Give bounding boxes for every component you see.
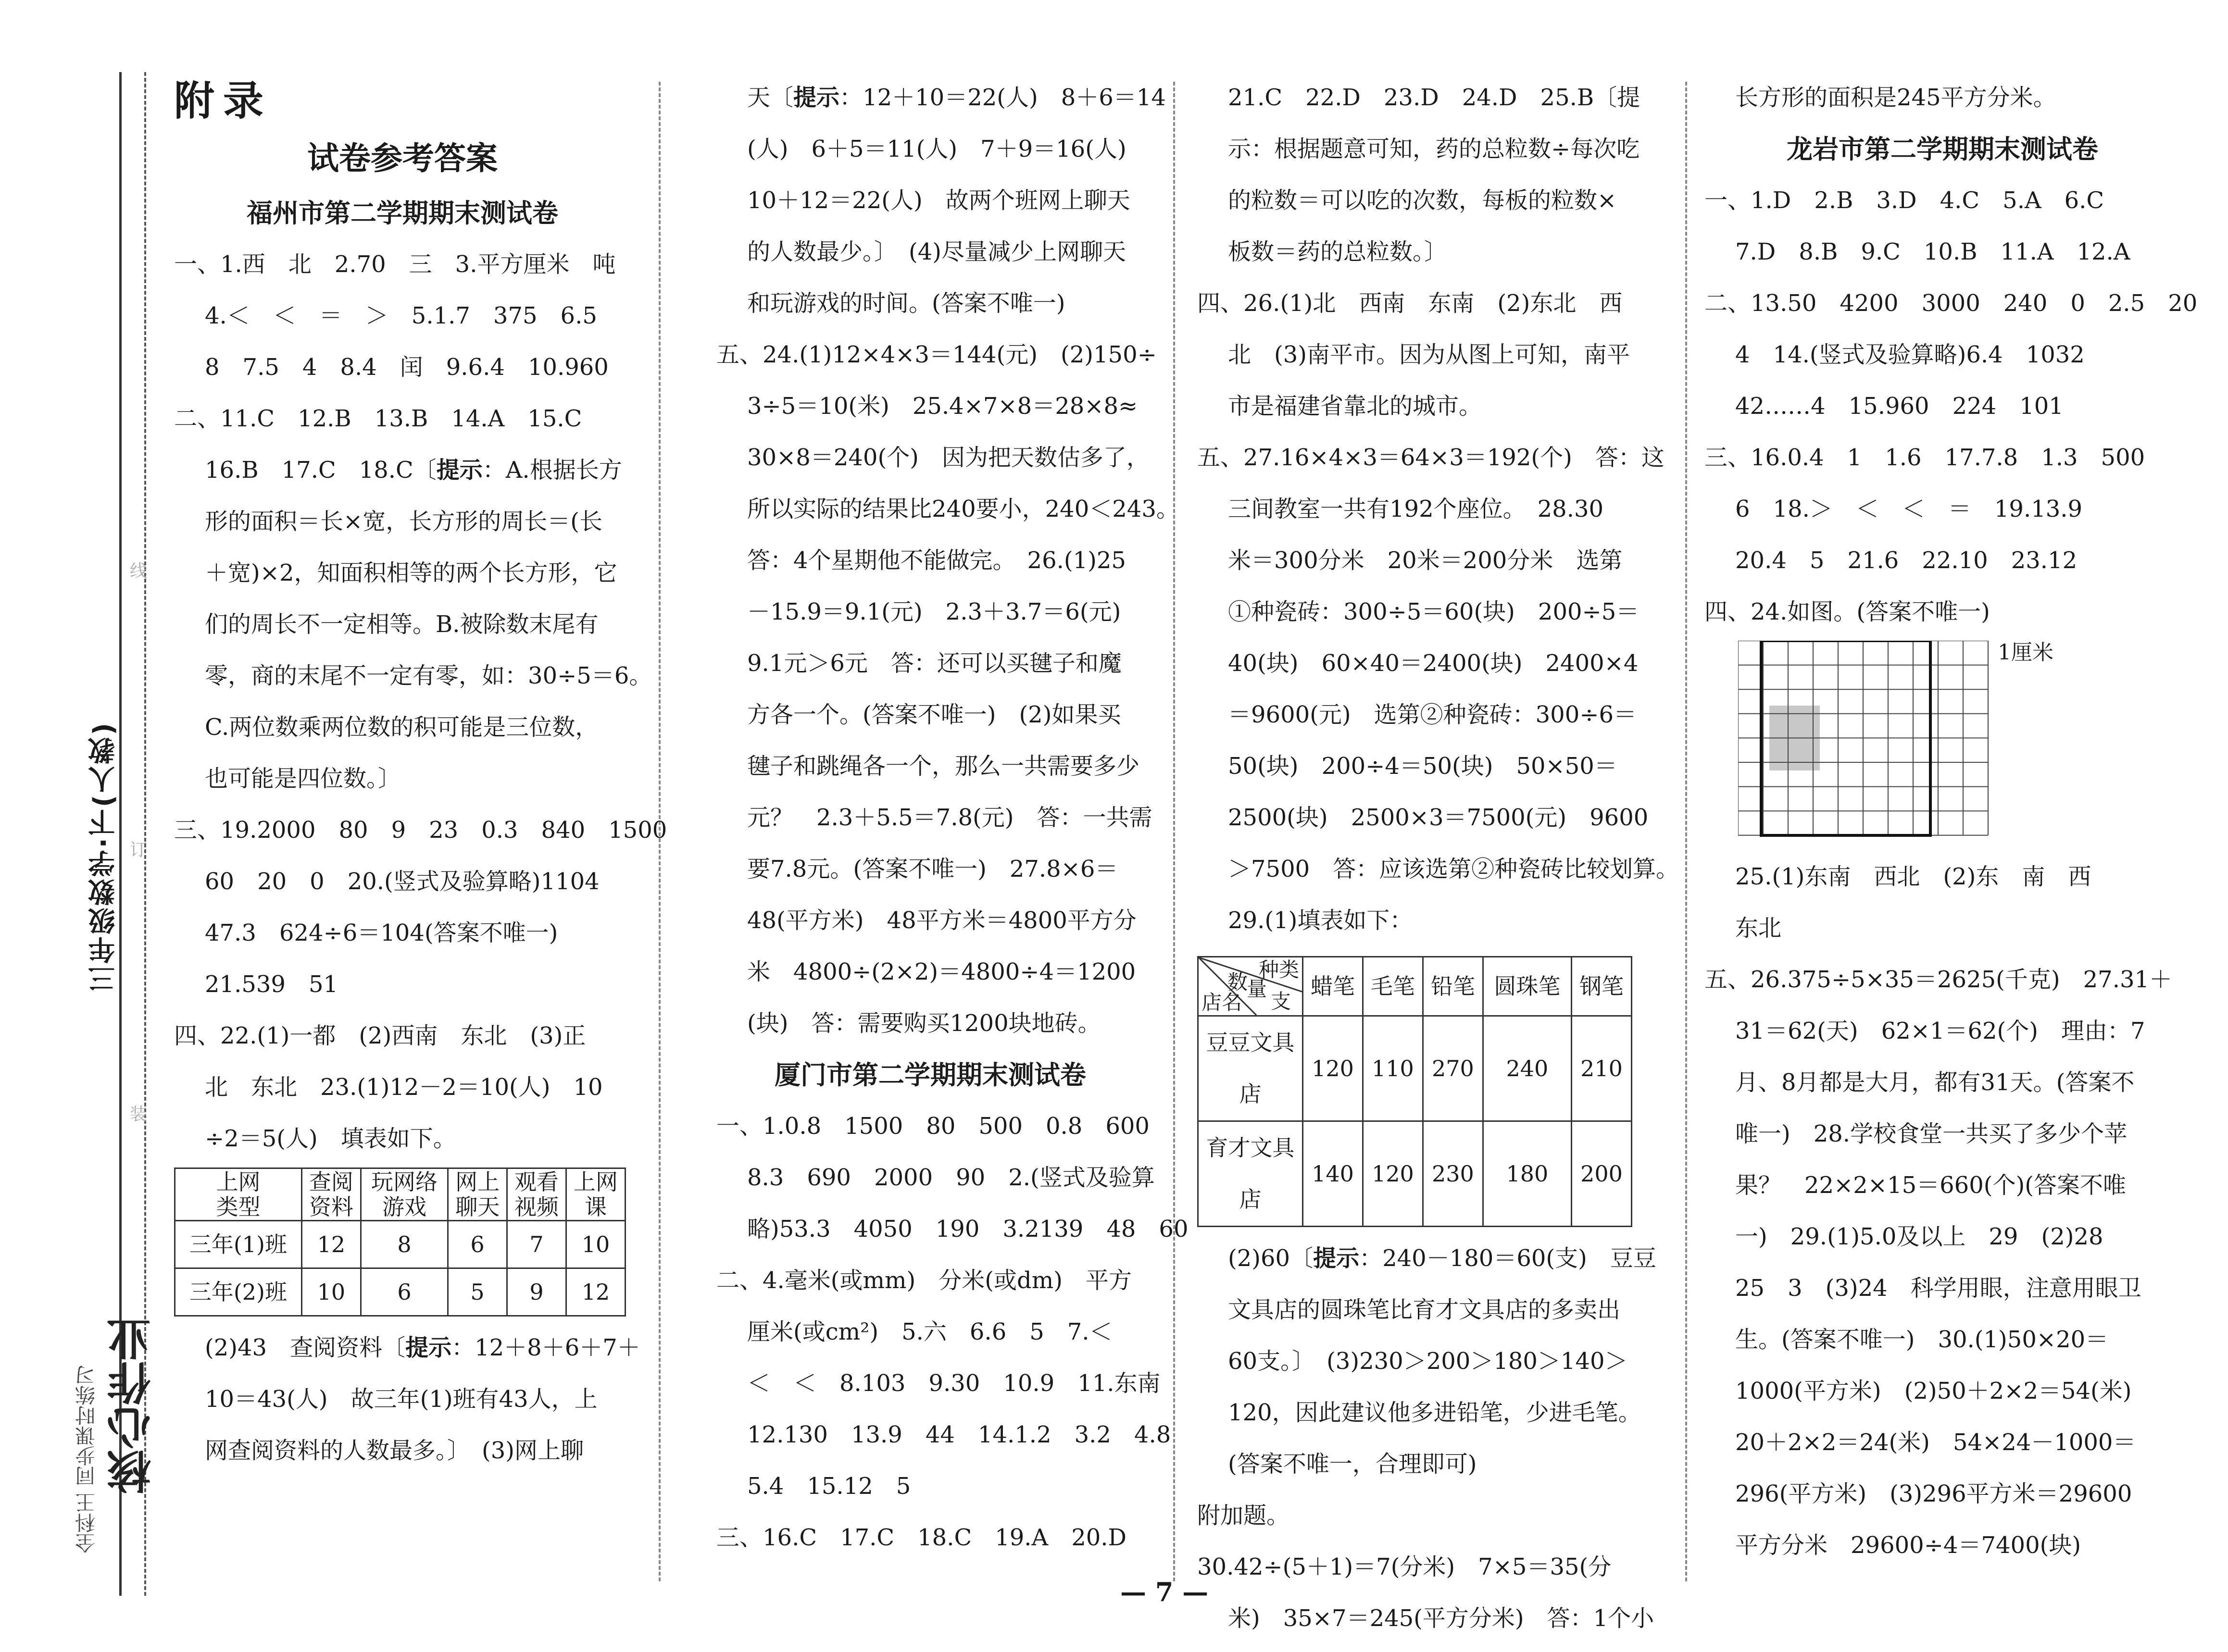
answer-block xyxy=(1704,851,2180,1571)
answer-line: 所以实际的结果比240要小，240＜243。 xyxy=(747,496,1179,522)
answer-line: 二、4.毫米(或mm) 分米(或dm) 平方 xyxy=(716,1267,1132,1294)
answer-line: 北 东北 23.(1)12－2＝10(人) 10 xyxy=(205,1074,603,1101)
survey-table xyxy=(174,1168,626,1317)
table-cell: 210 xyxy=(1572,1016,1632,1121)
table-cell: 7 xyxy=(507,1221,566,1268)
square-grid-figure xyxy=(1704,641,2180,847)
answer-line: 30×8＝240(个) 因为把天数估多了， xyxy=(747,444,1150,471)
answer-line: 方各一个。(答案不唯一) (2)如果买 xyxy=(747,701,1121,728)
answer-line: 25.(1)东南 西北 (2)东 南 西 xyxy=(1735,863,2091,890)
table-header-cell: 钢笔 xyxy=(1572,957,1632,1016)
answer-line: 月、8月都是大月，都有31天。(答案不 xyxy=(1735,1069,2135,1096)
answer-line: 天〔提示：12＋10＝22(人) 8＋6＝14 xyxy=(747,84,1166,111)
answer-line: ①种瓷砖：300÷5＝60(块) 200÷5＝ xyxy=(1228,598,1640,625)
answer-line: 296(平方米) (3)296平方米＝29600 xyxy=(1735,1480,2132,1507)
corner-label: 支 xyxy=(1271,990,1291,1013)
answer-line: 网查阅资料的人数最多。〕 (3)网上聊 xyxy=(205,1437,584,1464)
column-4 xyxy=(1704,72,2198,1571)
answer-line: ＋宽)×2，知面积相等的两个长方形，它 xyxy=(205,559,617,586)
table-cell: 240 xyxy=(1483,1016,1571,1121)
appendix-heading: 附录 xyxy=(174,77,273,124)
table-header-cell: 玩网络 游戏 xyxy=(361,1168,448,1221)
table-cell: 120 xyxy=(1363,1121,1423,1227)
answer-line: 唯一) 28.学校食堂一共买了多少个苹 xyxy=(1735,1120,2128,1147)
table-header-cell: 上网 课 xyxy=(566,1168,626,1221)
column-1 xyxy=(174,72,667,1477)
answer-line: (答案不唯一，合理即可) xyxy=(1228,1451,1477,1478)
answer-line: 1000(平方米) (2)50＋2×2＝54(米) xyxy=(1735,1378,2132,1404)
table-cell: 110 xyxy=(1363,1016,1423,1121)
table-row xyxy=(1198,1016,1632,1121)
answer-block xyxy=(716,72,1179,1049)
answer-line: 50(块) 200÷4＝50(块) 50×50＝ xyxy=(1228,753,1617,780)
table-cell: 9 xyxy=(507,1268,566,1316)
corner-label: 数 xyxy=(1227,970,1248,994)
table-header-cell: 蜡笔 xyxy=(1303,957,1363,1016)
column-2 xyxy=(716,72,1189,1564)
answer-line: 21.539 51 xyxy=(205,971,338,998)
answer-line: 一、1.西 北 2.70 三 3.平方厘米 吨 xyxy=(174,251,616,278)
answer-line: 12.130 13.9 44 14.1.2 3.2 4.8 xyxy=(747,1421,1171,1448)
table-row xyxy=(175,1268,626,1316)
table-cell: 12 xyxy=(566,1268,626,1316)
table-header-cell: 毛笔 xyxy=(1363,957,1423,1016)
answer-line: 6 18.＞ ＜ ＜ ＝ 19.13.9 xyxy=(1735,496,2083,522)
answer-line: (块) 答：需要购买1200块地砖。 xyxy=(747,1010,1101,1037)
answer-line: 米＝300分米 20米＝200分米 选第 xyxy=(1228,547,1623,574)
answer-line: 们的周长不一定相等。B.被除数末尾有 xyxy=(205,611,599,638)
section-title: 龙岩市第二学期期末测试卷 xyxy=(1787,134,2098,164)
answer-line: 四、24.如图。(答案不唯一) xyxy=(1704,598,1990,625)
answer-line: 和玩游戏的时间。(答案不唯一) xyxy=(747,290,1065,317)
table-cell: 5 xyxy=(448,1268,507,1316)
table-cell: 8 xyxy=(361,1221,448,1268)
answer-line: 生。(答案不唯一) 30.(1)50×20＝ xyxy=(1735,1326,2109,1353)
answer-line: 答：4个星期他不能做完。 26.(1)25 xyxy=(747,547,1126,574)
answer-line: 21.C 22.D 23.D 24.D 25.B〔提 xyxy=(1228,84,1640,111)
answer-line: (2)43 查阅资料〔提示：12＋8＋6＋7＋ xyxy=(205,1334,640,1361)
answer-line: (2)60〔提示：240－180＝60(支) 豆豆 xyxy=(1228,1245,1656,1272)
cut-mark: 装 xyxy=(130,1105,148,1124)
answer-line: 市是福建省靠北的城市。 xyxy=(1228,393,1482,420)
column-separator xyxy=(1685,82,1687,1581)
table-cell: 140 xyxy=(1303,1121,1363,1227)
table-cell: 200 xyxy=(1572,1121,1632,1227)
answer-line: 毽子和跳绳各一个，那么一共需要多少 xyxy=(747,753,1140,780)
grade-label: 三年级数学·下(人教) xyxy=(88,721,119,993)
page-title: 试卷参考答案 xyxy=(307,140,498,177)
answer-line: 形的面积＝长×宽，长方形的周长＝(长 xyxy=(205,508,602,535)
table-cell: 270 xyxy=(1423,1016,1483,1121)
answer-line: 3÷5＝10(米) 25.4×7×8＝28×8≈ xyxy=(747,393,1138,420)
answer-line: 20.4 5 21.6 22.10 23.12 xyxy=(1735,547,2078,574)
grid-svg xyxy=(1738,641,2007,847)
answer-line: 五、27.16×4×3＝64×3＝192(个) 答：这 xyxy=(1197,444,1665,471)
answer-line: 厘米(或cm²) 5.六 6.6 5 7.＜ xyxy=(747,1318,1113,1345)
answer-line: ＝9600(元) 选第②种瓷砖：300÷6＝ xyxy=(1228,701,1637,728)
answer-line: 40(块) 60×40＝2400(块) 2400×4 xyxy=(1228,650,1639,677)
table-cell: 120 xyxy=(1303,1016,1363,1121)
table-cell: 育才文具店 xyxy=(1198,1121,1303,1227)
table-header-cell: 观看 视频 xyxy=(507,1168,566,1221)
answer-line: ＞7500 答：应该选第②种瓷砖比较划算。 xyxy=(1228,856,1679,882)
table-cell: 12 xyxy=(301,1221,361,1268)
answer-line: 三、19.2000 80 9 23 0.3 840 1500 xyxy=(174,817,667,844)
answer-line: 米 4800÷(2×2)＝4800÷4＝1200 xyxy=(747,958,1136,985)
table-row xyxy=(1198,1121,1632,1227)
answer-line: 60支。〕 (3)230＞200＞180＞140＞ xyxy=(1228,1348,1628,1375)
table-header-cell: 上网 类型 xyxy=(175,1168,302,1221)
answer-block xyxy=(174,1322,640,1477)
answer-line: 10＝43(人) 故三年(1)班有43人，上 xyxy=(205,1386,598,1413)
hint-marker: 提示 xyxy=(1313,1245,1360,1272)
cut-mark: 线 xyxy=(130,561,148,581)
answer-line: 2500(块) 2500×3＝7500(元) 9600 xyxy=(1228,804,1649,831)
answer-line: 的粒数＝可以吃的次数，每板的粒数× xyxy=(1228,187,1617,214)
table-header-row xyxy=(175,1168,626,1221)
answer-line: －15.9＝9.1(元) 2.3＋3.7＝6(元) xyxy=(747,598,1121,625)
hint-marker: 提示 xyxy=(436,457,483,484)
cut-mark: 订 xyxy=(130,840,148,860)
table-header-row xyxy=(1198,957,1632,1016)
answer-line: 三、16.0.4 1 1.6 17.7.8 1.3 500 xyxy=(1704,444,2145,471)
corner-label: 种类 xyxy=(1258,958,1299,981)
answer-line: 10＋12＝22(人) 故两个班网上聊天 xyxy=(747,187,1130,214)
answer-line: 也可能是四位数。〕 xyxy=(205,765,401,792)
answer-block xyxy=(716,1101,1189,1564)
answer-line: ÷2＝5(人) 填表如下。 xyxy=(205,1125,456,1152)
table-header-cell: 网上 聊天 xyxy=(448,1168,507,1221)
answer-line: 略)53.3 4050 190 3.2139 48 60 xyxy=(747,1216,1189,1242)
answer-line: 7.D 8.B 9.C 10.B 11.A 12.A xyxy=(1735,238,2130,265)
answer-line: 零，商的末尾不一定有零，如：30÷5＝6。 xyxy=(205,662,652,689)
table-cell: 三年(2)班 xyxy=(175,1268,302,1316)
corner-label: 量 xyxy=(1247,977,1267,1001)
table-cell: 230 xyxy=(1423,1121,1483,1227)
answer-block xyxy=(1704,72,2180,124)
answer-line: 8 7.5 4 8.4 闰 9.6.4 10.960 xyxy=(205,354,609,381)
answer-line: 一) 29.(1)5.0及以上 29 (2)28 xyxy=(1735,1223,2103,1250)
column-separator xyxy=(1173,82,1175,1581)
table-cell: 10 xyxy=(566,1221,626,1268)
hint-marker: 提示 xyxy=(793,84,840,111)
answer-line: 16.B 17.C 18.C〔提示：A.根据长方 xyxy=(205,457,622,484)
answer-block xyxy=(1197,1233,1664,1644)
answer-line: 二、13.50 4200 3000 240 0 2.5 20 xyxy=(1704,290,2198,317)
answer-line: 60 20 0 20.(竖式及验算略)1104 xyxy=(205,868,600,895)
answer-line: 三、16.C 17.C 18.C 19.A 20.D xyxy=(716,1524,1127,1551)
answer-line: 120，因此建议他多进铅笔，少进毛笔。 xyxy=(1228,1399,1641,1426)
answer-line: 五、26.375÷5×35＝2625(千克) 27.31＋ xyxy=(1704,966,2173,993)
answer-line: 长方形的面积是245平方分米。 xyxy=(1735,84,2056,111)
hint-marker: 提示 xyxy=(405,1334,452,1361)
answer-line: 附加题。 xyxy=(1197,1502,1290,1529)
table-cell: 180 xyxy=(1483,1121,1571,1227)
section-title: 福州市第二学期期末测试卷 xyxy=(247,198,558,228)
page-number: — 7 — xyxy=(1120,1577,1209,1607)
answer-line: 四、26.(1)北 西南 东南 (2)东北 西 xyxy=(1197,290,1623,317)
answer-line: 文具店的圆珠笔比育才文具店的多卖出 xyxy=(1228,1296,1621,1323)
answer-line: 30.42÷(5＋1)＝7(分米) 7×5＝35(分 xyxy=(1197,1553,1612,1580)
answer-line: 三间教室一共有192个座位。 28.30 xyxy=(1228,496,1604,522)
answer-line: 48(平方米) 48平方米＝4800平方分 xyxy=(747,907,1137,934)
table-cell: 6 xyxy=(361,1268,448,1316)
answer-line: 二、11.C 12.B 13.B 14.A 15.C xyxy=(174,405,582,432)
brand-main: 核心作业 xyxy=(107,1317,158,1494)
stationery-table xyxy=(1197,956,1632,1227)
answer-block xyxy=(1704,175,2198,638)
answer-line: 要7.8元。(答案不唯一) 27.8×6＝ xyxy=(747,856,1118,882)
answer-line: C.两位数乘两位数的积可能是三位数， xyxy=(205,714,599,741)
answer-line: 示：根据题意可知，药的总粒数÷每次吃 xyxy=(1228,136,1640,162)
answer-line: 8.3 690 2000 90 2.(竖式及验算 xyxy=(747,1164,1155,1191)
grid-scale-label: 1厘米 xyxy=(1998,640,2053,665)
answer-line: 20＋2×2＝24(米) 54×24－1000＝ xyxy=(1735,1429,2136,1456)
answer-line: 4 14.(竖式及验算略)6.4 1032 xyxy=(1735,341,2085,368)
answer-line: 9.1元＞6元 答：还可以买毽子和魔 xyxy=(747,650,1122,677)
answer-line: 47.3 624÷6＝104(答案不唯一) xyxy=(205,919,558,946)
answer-line: 东北 xyxy=(1735,915,1782,942)
answer-line: 果？ 22×2×15＝660(个)(答案不唯 xyxy=(1735,1172,2126,1199)
answer-line: 的人数最少。〕 (4)尽量减少上网聊天 xyxy=(747,238,1126,265)
table-row xyxy=(175,1221,626,1268)
section-title: 厦门市第二学期期末测试卷 xyxy=(775,1060,1086,1090)
diagonal-header-cell xyxy=(1198,957,1303,1016)
brand-sub: 全科王 同步课时练习 xyxy=(75,1365,98,1553)
table-cell: 三年(1)班 xyxy=(175,1221,302,1268)
answer-line: 42……4 15.960 224 101 xyxy=(1735,393,2064,420)
answer-line: 五、24.(1)12×4×3＝144(元) (2)150÷ xyxy=(716,341,1157,368)
table-cell: 豆豆文具店 xyxy=(1198,1016,1303,1121)
column-3 xyxy=(1197,72,1679,1644)
table-cell: 10 xyxy=(301,1268,361,1316)
answer-line: 一、1.D 2.B 3.D 4.C 5.A 6.C xyxy=(1704,187,2104,214)
answer-block xyxy=(1197,72,1679,946)
answer-line: 米) 35×7＝245(平方分米) 答：1个小 xyxy=(1228,1605,1654,1632)
answer-line: ＜ ＜ 8.103 9.30 10.9 11.东南 xyxy=(747,1370,1161,1397)
corner-label: 店名 xyxy=(1202,991,1242,1014)
answer-line: 北 (3)南平市。因为从图上可知，南平 xyxy=(1228,341,1630,368)
table-header-cell: 铅笔 xyxy=(1423,957,1483,1016)
answer-line: 四、22.(1)一都 (2)西南 东北 (3)正 xyxy=(174,1022,586,1049)
answer-line: 一、1.0.8 1500 80 500 0.8 600 xyxy=(716,1113,1150,1140)
answer-line: 25 3 (3)24 科学用眼，注意用眼卫 xyxy=(1735,1275,2141,1302)
table-cell: 6 xyxy=(448,1221,507,1268)
answer-line: 板数＝药的总粒数。〕 xyxy=(1228,238,1448,265)
table-header-cell: 圆珠笔 xyxy=(1483,957,1571,1016)
table-header-cell: 查阅 资料 xyxy=(301,1168,361,1221)
answer-line: 4.＜ ＜ ＝ ＞ 5.1.7 375 6.5 xyxy=(205,302,597,329)
answer-line: 29.(1)填表如下： xyxy=(1228,907,1413,934)
answer-line: 元？ 2.3＋5.5＝7.8(元) 答：一共需 xyxy=(747,804,1152,831)
answer-block xyxy=(174,239,667,1165)
answer-line: 31＝62(天) 62×1＝62(个) 理由：7 xyxy=(1735,1018,2145,1044)
answer-line: 5.4 15.12 5 xyxy=(747,1473,911,1500)
answer-line: 平方分米 29600÷4＝7400(块) xyxy=(1735,1532,2081,1559)
answer-line: (人) 6＋5＝11(人) 7＋9＝16(人) xyxy=(747,136,1127,162)
